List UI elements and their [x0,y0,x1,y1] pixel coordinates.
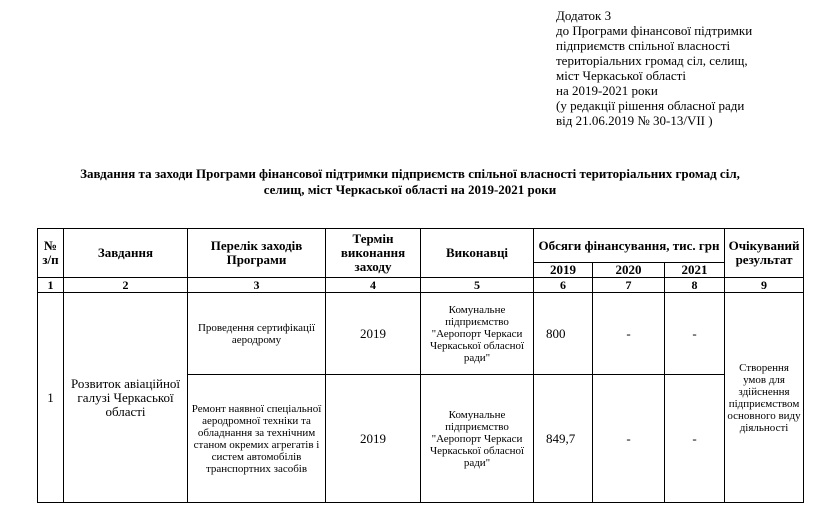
measure-cell: Проведення сертифікації аеродрому [188,293,326,375]
appendix-line: територіальних громад сіл, селищ, [556,53,748,68]
funding-2020-cell: - [593,375,665,503]
header-funding: Обсяги фінансування, тис. грн [534,229,725,263]
task-cell: Розвиток авіаційної галузі Черкаської області [64,293,188,503]
column-number: 2 [64,278,188,293]
program-table [37,228,804,503]
column-number: 9 [725,278,804,293]
funding-2019-cell: 849,7 [534,375,593,503]
column-number: 8 [665,278,725,293]
column-number: 5 [421,278,534,293]
header-num: № з/п [38,229,64,278]
table-row [38,293,804,375]
appendix-line: підприємств спільної власності [556,38,731,53]
executor-cell: Комунальне підприємство "Аеропорт Черкаси Черкаської обласної ради" [421,375,534,503]
appendix-note [556,8,806,128]
executor-cell: Комунальне підприємство "Аеропорт Черкаси Черкаської обласної ради" [421,293,534,375]
appendix-line: міст Черкаської області [556,68,686,83]
row-number: 1 [38,293,64,503]
header-measures: Перелік заходів Програми [188,229,326,278]
header-year-2020: 2020 [593,263,665,278]
appendix-line: на 2019-2021 роки [556,83,658,98]
column-number: 7 [593,278,665,293]
measure-cell: Ремонт наявної спеціальної аеродромної техніки та обладнання за технічним станом окремих агрегатів і систем автомобілів транспортних засобів [188,375,326,503]
column-number: 3 [188,278,326,293]
header-executors: Виконавці [421,229,534,278]
term-cell: 2019 [326,293,421,375]
header-year-2021: 2021 [665,263,725,278]
funding-2020-cell: - [593,293,665,375]
appendix-line: (у редакції рішення обласної ради [556,98,745,113]
header-task: Завдання [64,229,188,278]
title-line-1: Завдання та заходи Програми фінансової підтримки підприємств спільної власності територіальних громад сіл, [80,166,740,181]
term-cell: 2019 [326,375,421,503]
column-number: 6 [534,278,593,293]
funding-2019-cell: 800 [534,293,593,375]
header-year-2019: 2019 [534,263,593,278]
header-term: Термін виконання заходу [326,229,421,278]
funding-2021-cell: - [665,293,725,375]
header-result: Очікуваний результат [725,229,804,278]
result-cell: Створення умов для здійснення підприємством основного виду діяльності [725,293,804,503]
appendix-line: до Програми фінансової підтримки [556,23,753,38]
title-line-2: селищ, міст Черкаської області на 2019-2021 роки [263,182,557,197]
document-title [30,166,790,198]
appendix-line: Додаток 3 [556,8,612,23]
funding-2021-cell: - [665,375,725,503]
column-number: 4 [326,278,421,293]
column-number: 1 [38,278,64,293]
appendix-line: від 21.06.2019 № 30-13/VII ) [556,113,713,128]
